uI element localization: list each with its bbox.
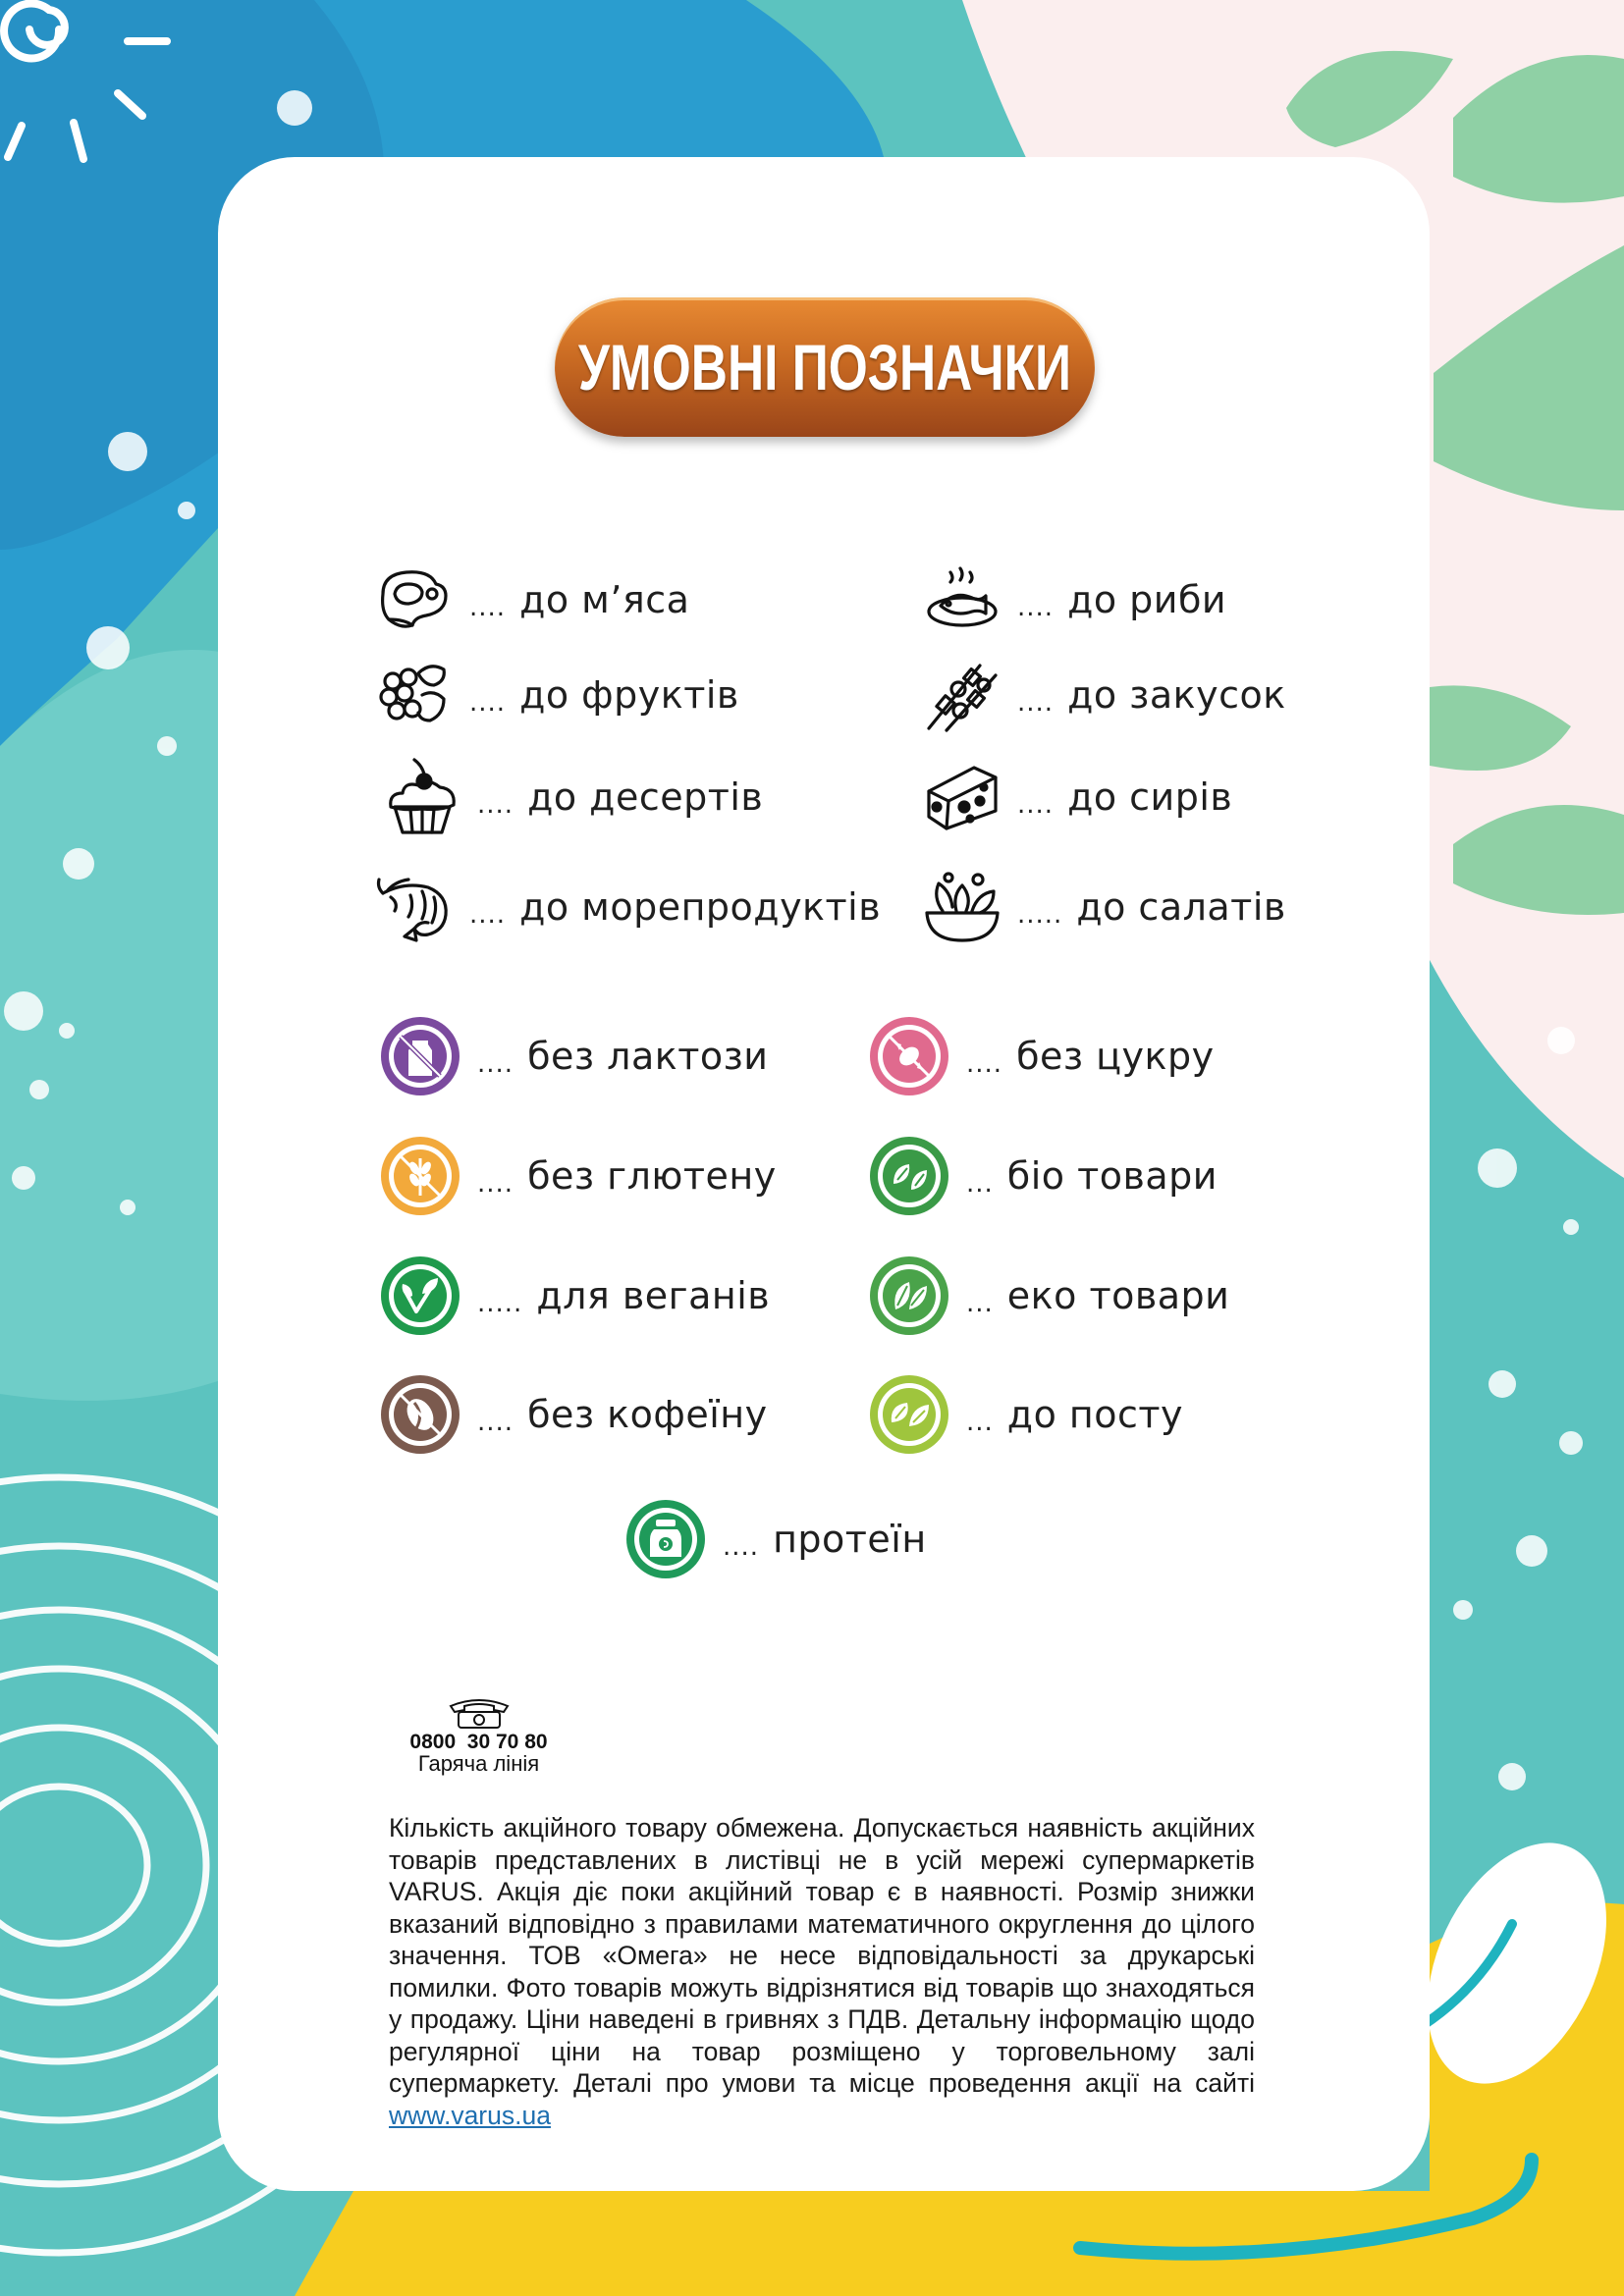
legend-label: до сирів: [1067, 775, 1233, 819]
disclaimer-text: [389, 1812, 1255, 2131]
leader-dots: ....: [1017, 593, 1055, 622]
vegan-icon: [379, 1255, 461, 1337]
legend-label: біо товари: [1006, 1154, 1218, 1198]
bio-leaf-icon: [868, 1135, 950, 1217]
title-banner: [555, 297, 1095, 437]
legend-row-meat: [375, 561, 689, 639]
phone-icon: [445, 1696, 514, 1730]
leader-dots: ....: [477, 1408, 514, 1437]
legend-label: без кофеїну: [527, 1393, 768, 1436]
leader-dots: ....: [966, 1049, 1003, 1079]
leader-dots: ....: [469, 593, 507, 622]
legend-label: без глютену: [527, 1154, 777, 1198]
leader-dots: ....: [469, 688, 507, 718]
legend-label: до посту: [1006, 1393, 1184, 1436]
steak-icon: [375, 561, 454, 639]
legend-row-bio: [868, 1135, 1218, 1217]
legend-label: до морепродуктів: [519, 885, 882, 929]
legend-row-fruits: [375, 656, 739, 734]
caffeine-free-icon: [379, 1373, 461, 1456]
legend-row-caffeine-free: [379, 1373, 768, 1456]
leader-dots: ....: [469, 900, 507, 930]
legend-label: для веганів: [536, 1274, 771, 1317]
leader-dots: ....: [477, 1049, 514, 1079]
gluten-free-icon: [379, 1135, 461, 1217]
leader-dots: ....: [723, 1532, 760, 1562]
legend-row-protein: [624, 1498, 927, 1580]
cheese-icon: [923, 758, 1001, 836]
leader-dots: ...: [966, 1289, 994, 1318]
lactose-free-icon: [379, 1015, 461, 1097]
leader-dots: ....: [1017, 790, 1055, 820]
legend-label: без лактози: [527, 1035, 769, 1078]
leader-dots: ...: [966, 1408, 994, 1437]
leader-dots: ...: [966, 1169, 994, 1199]
website-link[interactable]: www.varus.ua: [389, 2100, 551, 2130]
grapes-icon: [375, 656, 454, 734]
leader-dots: .....: [477, 1289, 523, 1318]
skewers-icon: [923, 656, 1001, 734]
legend-label: до десертів: [527, 775, 764, 819]
legend-row-cheese: [923, 758, 1232, 836]
hotline-number[interactable]: 0800 30 70 80: [409, 1731, 548, 1753]
legend-row-salads: [923, 868, 1286, 946]
legend-row-seafood: [375, 868, 881, 946]
legend-row-lactose-free: [379, 1015, 768, 1097]
legend-label: до риби: [1067, 578, 1227, 621]
shrimp-icon: [375, 868, 454, 946]
legend-label: до закусок: [1067, 673, 1286, 717]
legend-label: до салатів: [1076, 885, 1286, 929]
leader-dots: .....: [1017, 900, 1063, 930]
hotline-caption: Гаряча лінія: [417, 1751, 540, 1776]
protein-jar-icon: [624, 1498, 707, 1580]
fish-dish-icon: [923, 561, 1001, 639]
legend-row-gluten-free: [379, 1135, 777, 1217]
legend-label: еко товари: [1006, 1274, 1230, 1317]
cupcake-icon: [383, 758, 461, 836]
fasting-leaf-icon: [868, 1373, 950, 1456]
legend-label: без цукру: [1016, 1035, 1215, 1078]
legend-row-sugar-free: [868, 1015, 1215, 1097]
disclaimer-body: Кількість акційного товару обмежена. Допускається наявність акційних товарів представлених в листівці не в усій мережі супермаркетів VARUS. Акція діє поки акційний товар є в наявності. Розмір знижки вказаний відповідно з правилами математичного округлення до цілого значення. ТОВ «Омега» не несе відповідальності за друкарські помилки. Фото товарів можуть відрізнятися від товарів що знаходяться у продажу. Ціни наведені в гривнях з ПДВ. Детальну інформацію щодо регулярної ціни на товар розміщено у торговельному залі супермаркету. Деталі про умови та місце проведення акції на сайті: [389, 1813, 1255, 2098]
legend-row-vegan: [379, 1255, 770, 1337]
page-title: УМОВНІ ПОЗНАЧКИ: [577, 331, 1072, 403]
salad-bowl-icon: [923, 868, 1001, 946]
legend-row-fasting: [868, 1373, 1183, 1456]
leader-dots: ....: [477, 1169, 514, 1199]
legend-label: протеїн: [773, 1518, 927, 1561]
legend-row-desserts: [383, 758, 763, 836]
leader-dots: ....: [1017, 688, 1055, 718]
eco-leaf-icon: [868, 1255, 950, 1337]
legend-label: до м’яса: [519, 578, 690, 621]
sugar-free-icon: [868, 1015, 950, 1097]
hotline-block: [388, 1696, 569, 1775]
legend-row-snacks: [923, 656, 1286, 734]
legend-label: до фруктів: [519, 673, 739, 717]
leader-dots: ....: [477, 790, 514, 820]
legend-row-eco: [868, 1255, 1229, 1337]
legend-row-fish: [923, 561, 1226, 639]
